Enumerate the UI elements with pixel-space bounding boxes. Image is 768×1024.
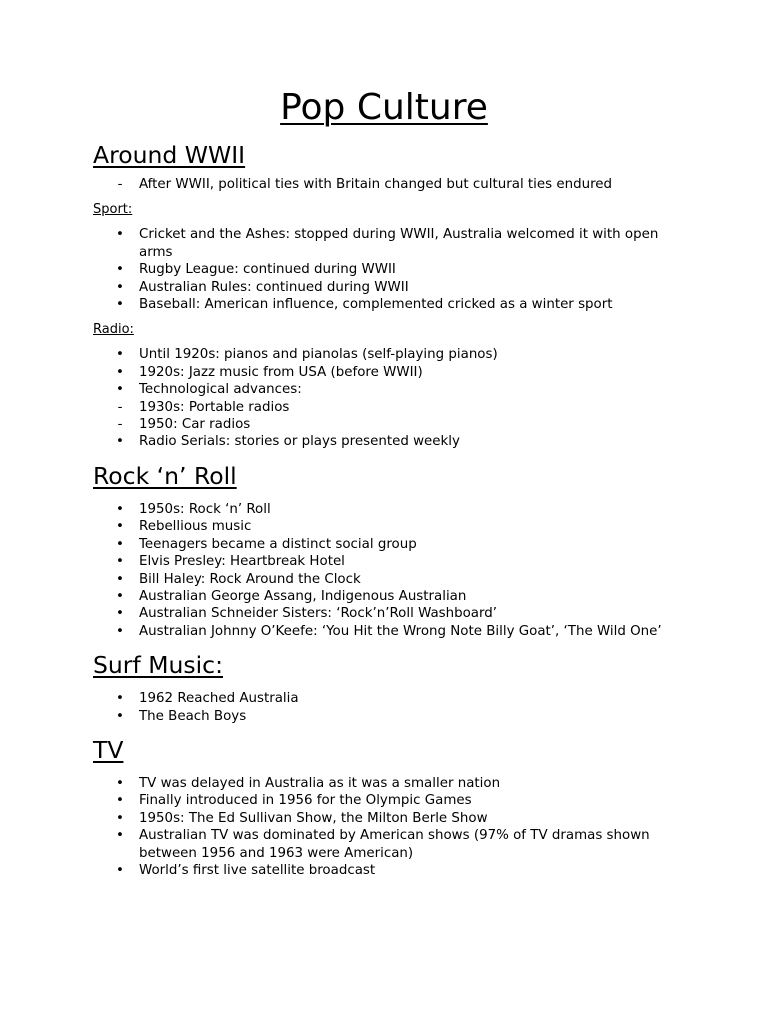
bullet-marker: • xyxy=(116,297,124,313)
list-item: • Radio Serials: stories or plays presented weekly xyxy=(116,434,460,450)
dash-marker: - xyxy=(117,417,123,433)
surf-list xyxy=(93,690,673,725)
radio-list xyxy=(93,346,673,450)
bullet-marker: • xyxy=(116,279,124,295)
list-item: • Technological advances: xyxy=(116,382,302,398)
list-item: • Teenagers became a distinct social group xyxy=(116,536,417,552)
bullet-marker: • xyxy=(116,691,124,707)
bullet-marker: • xyxy=(116,571,124,587)
list-item: • Australian Johnny O’Keefe: ‘You Hit the Wrong Note Billy Goat’, ‘The Wild One’ xyxy=(116,623,662,639)
bullet-marker: • xyxy=(116,501,124,517)
document-body xyxy=(93,140,673,879)
bullet-marker: • xyxy=(116,347,124,363)
bullet-marker: • xyxy=(116,262,124,278)
wwii-intro-list xyxy=(93,176,673,193)
dash-marker: - xyxy=(117,399,123,415)
bullet-marker: • xyxy=(116,519,124,535)
tv-list xyxy=(93,775,673,879)
sport-list xyxy=(93,226,673,313)
list-item: • Rebellious music xyxy=(116,519,252,535)
list-item: - 1950: Car radios xyxy=(93,416,673,433)
bullet-marker: • xyxy=(116,623,124,639)
list-item: • Australian Rules: continued during WWII xyxy=(116,279,409,295)
page-title: Pop Culture xyxy=(280,87,488,128)
list-item: • Australian George Assang, Indigenous Australian xyxy=(116,588,467,604)
radio-label: Radio: xyxy=(93,322,134,338)
list-item: • World’s first live satellite broadcast xyxy=(116,862,376,878)
bullet-marker: • xyxy=(116,862,124,878)
section-heading-tv: TV xyxy=(93,735,124,764)
bullet-marker: • xyxy=(116,227,124,243)
section-heading-surf: Surf Music: xyxy=(93,651,223,680)
bullet-marker: • xyxy=(116,382,124,398)
list-item: • Finally introduced in 1956 for the Olympic Games xyxy=(116,793,472,809)
bullet-marker: • xyxy=(116,828,124,844)
bullet-marker: • xyxy=(116,536,124,552)
section-heading-wwii: Around WWII xyxy=(93,141,246,169)
list-item: • 1950s: Rock ‘n’ Roll xyxy=(116,501,271,517)
list-item: • 1950s: The Ed Sullivan Show, the Milton Berle Show xyxy=(116,810,488,826)
list-item: • Baseball: American influence, complemented cricked as a winter sport xyxy=(116,297,613,313)
bullet-marker: • xyxy=(116,588,124,604)
list-item: • 1962 Reached Australia xyxy=(116,691,299,707)
list-item: • Rugby League: continued during WWII xyxy=(116,262,396,278)
list-item: • TV was delayed in Australia as it was a smaller nation xyxy=(116,775,501,791)
bullet-marker: • xyxy=(116,554,124,570)
bullet-marker: • xyxy=(116,434,124,450)
bullet-marker: • xyxy=(116,793,124,809)
list-item: • Elvis Presley: Heartbreak Hotel xyxy=(116,554,345,570)
sport-label: Sport: xyxy=(93,202,133,218)
bullet-marker: • xyxy=(116,775,124,791)
list-item: • Until 1920s: pianos and pianolas (self-playing pianos) xyxy=(116,347,498,363)
list-item: • Cricket and the Ashes: stopped during WWII, Australia welcomed it with open arms xyxy=(116,227,659,260)
bullet-marker: • xyxy=(116,810,124,826)
section-heading-rock: Rock ‘n’ Roll xyxy=(93,461,237,490)
list-item: • 1920s: Jazz music from USA (before WWII) xyxy=(116,364,423,380)
list-item: • The Beach Boys xyxy=(116,708,247,724)
bullet-marker: • xyxy=(116,708,124,724)
list-item: • Bill Haley: Rock Around the Clock xyxy=(116,571,361,587)
bullet-marker: • xyxy=(116,364,124,380)
list-item: - 1930s: Portable radios xyxy=(93,399,673,416)
dash-marker: - xyxy=(117,177,123,192)
list-item: - After WWII, political ties with Britain changed but cultural ties endured xyxy=(93,176,673,193)
rock-list xyxy=(93,501,673,640)
bullet-marker: • xyxy=(116,606,124,622)
list-item: • Australian Schneider Sisters: ‘Rock’n’Roll Washboard’ xyxy=(116,606,498,622)
list-item: • Australian TV was dominated by American shows (97% of TV dramas shown between 1956 and 1963 were American) xyxy=(116,828,650,861)
